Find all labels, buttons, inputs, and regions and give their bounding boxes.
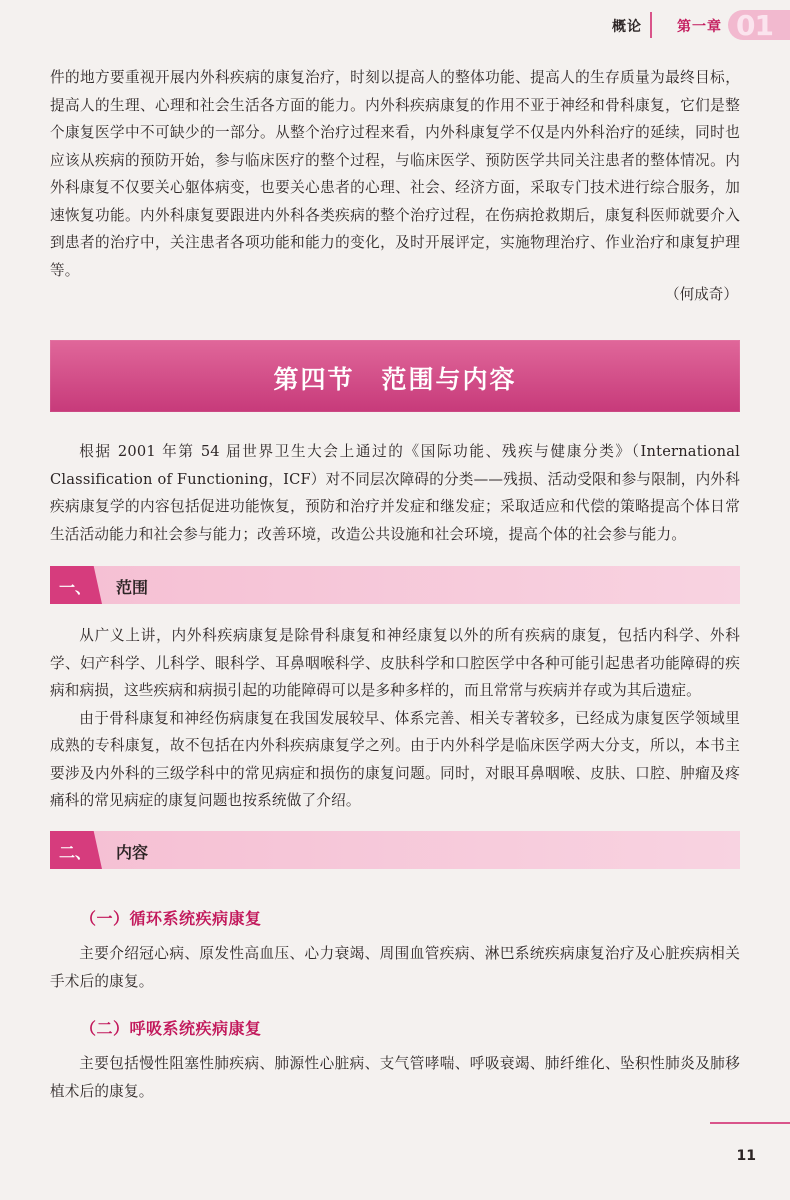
subheading-bar-content <box>50 831 740 869</box>
section-intro-block <box>50 438 740 548</box>
respiratory-block <box>50 1050 740 1105</box>
header-divider <box>650 12 652 38</box>
footer-rule <box>710 1122 790 1124</box>
subheading-label: 内容 <box>116 843 149 862</box>
subheading-number: 二、 <box>58 843 91 862</box>
respiratory-heading: （二）呼吸系统疾病康复 <box>80 1019 262 1038</box>
subheading-bar-scope <box>50 566 740 604</box>
scope-paragraph-1: 从广义上讲，内外科疾病康复是除骨科康复和神经康复以外的所有疾病的康复，包括内科学、外科学、妇产科学、儿科学、眼科学、耳鼻咽喉科学、皮肤科学和口腔医学中各种可能引起患者功能障碍的疾病和病损，这些疾病和病损引起的功能障碍可以是多种多样的，而且常常与疾病并存或为其后遗症。 <box>50 627 740 699</box>
header-chapter-label: 第一章 <box>677 19 722 35</box>
chapter-tab <box>728 10 790 40</box>
subheading-number: 一、 <box>58 578 91 597</box>
header-section-label: 概论 <box>612 19 642 35</box>
section-title: 第四节 范围与内容 <box>273 365 517 394</box>
running-header <box>600 6 790 40</box>
section-banner <box>50 340 740 412</box>
scope-block <box>50 622 740 815</box>
respiratory-paragraph: 主要包括慢性阻塞性肺疾病、肺源性心脏病、支气管哮喘、呼吸衰竭、肺纤维化、坠积性肺炎及肺移植术后的康复。 <box>50 1055 740 1100</box>
subheading-label: 范围 <box>116 578 149 597</box>
section-intro-paragraph: 根据 2001 年第 54 届世界卫生大会上通过的《国际功能、残疾与健康分类》（International Classification of Functioning，ICF）对不同层次障碍的分类——残损、活动受限和参与限制，内外科疾病康复学的内容包括促进功能恢复，预防和治疗并发症和继发症；采取适应和代偿的策略提高个体日常生活活动能力和社会参与能力；改善环境，改造公共设施和社会环境，提高个体的社会参与能力。 <box>50 443 740 543</box>
page-number: 11 <box>736 1148 756 1164</box>
intro-block <box>50 64 740 284</box>
circulatory-paragraph: 主要介绍冠心病、原发性高血压、心力衰竭、周围血管疾病、淋巴系统疾病康复治疗及心脏疾病相关手术后的康复。 <box>50 945 740 990</box>
circulatory-heading: （一）循环系统疾病康复 <box>80 909 262 928</box>
circulatory-block <box>50 940 740 995</box>
author-signature: （何成奇） <box>665 286 738 303</box>
intro-paragraph: 件的地方要重视开展内外科疾病的康复治疗，时刻以提高人的整体功能、提高人的生存质量为最终目标，提高人的生理、心理和社会生活各方面的能力。内外科疾病康复的作用不亚于神经和骨科康复，它们是整个康复医学中不可缺少的一部分。从整个治疗过程来看，内外科康复学不仅是内外科治疗的延续，同时也应该从疾病的预防开始，参与临床医疗的整个过程，与临床医学、预防医学共同关注患者的整体情况。内外科康复不仅要关心躯体病变，也要关心患者的心理、社会、经济方面，采取专门技术进行综合服务，加速恢复功能。内外科康复要跟进内外科各类疾病的整个治疗过程，在伤病抢救期后，康复科医师就要介入到患者的治疗中，关注患者各项功能和能力的变化，及时开展评定，实施物理治疗、作业治疗和康复护理等。 <box>50 69 740 279</box>
scope-paragraph-2: 由于骨科康复和神经伤病康复在我国发展较早、体系完善、相关专著较多，已经成为康复医学领域里成熟的专科康复，故不包括在内外科疾病康复学之列。由于内外科学是临床医学两大分支，所以，本书主要涉及内外科的三级学科中的常见病症和损伤的康复问题。同时，对眼耳鼻咽喉、皮肤、口腔、肿瘤及疼痛科的常见病症的康复问题也按系统做了介绍。 <box>50 709 740 809</box>
chapter-tab-number: 01 <box>736 9 773 42</box>
